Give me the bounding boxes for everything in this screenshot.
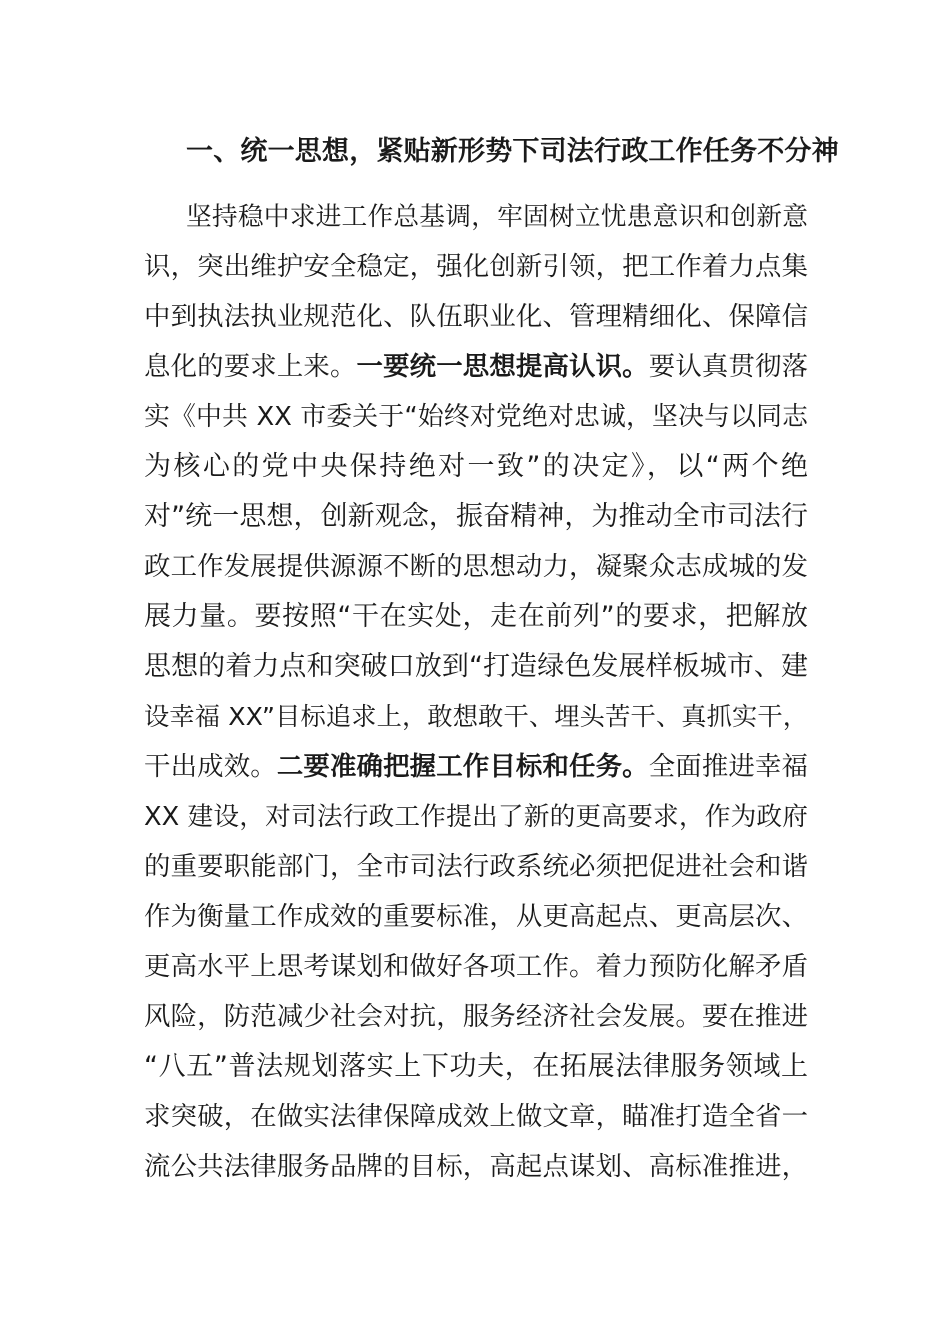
paragraph-line: [144, 692, 808, 742]
paragraph-line: [144, 742, 808, 792]
paragraph-line: [144, 442, 808, 492]
text-run: 干出成效。: [144, 751, 277, 782]
text-run: 政工作发展提供源源不断的思想动力，凝聚众志成城的发: [144, 551, 808, 582]
paragraph-line: [144, 1092, 808, 1142]
paragraph-line: [144, 1142, 808, 1192]
text-run: 更高水平上思考谋划和做好各项工作。着力预防化解矛盾: [144, 951, 808, 982]
text-run: 要认真贯彻落: [648, 351, 808, 382]
paragraph-line: [144, 1042, 808, 1092]
paragraph-line: [144, 942, 808, 992]
text-run: 全面推进幸福: [648, 751, 808, 782]
section-heading: 一、统一思想，紧贴新形势下司法行政工作任务不分神: [186, 136, 839, 167]
paragraph-line: [144, 642, 808, 692]
text-run: 流公共法律服务品牌的目标，高起点谋划、高标准推进，: [144, 1151, 808, 1182]
paragraph-line: [144, 592, 808, 642]
paragraph-line: [144, 342, 808, 392]
text-run: XX 建设，对司法行政工作提出了新的更高要求，作为政府: [144, 802, 808, 832]
text-run: 实《中共 XX 市委关于“始终对党绝对忠诚，坚决与以同志: [144, 402, 808, 432]
bold-key-point: 二要准确把握工作目标和任务。: [276, 751, 649, 782]
paragraph-line: [144, 192, 808, 242]
paragraph-line: [144, 242, 808, 292]
text-run: 对”统一思想，创新观念，振奋精神，为推动全市司法行: [144, 501, 808, 532]
paragraph-line: [144, 992, 808, 1042]
text-run: 的重要职能部门，全市司法行政系统必须把促进社会和谐: [144, 851, 808, 882]
text-run: 坚持稳中求进工作总基调，牢固树立忧患意识和创新意: [186, 202, 808, 232]
paragraph-line: [144, 392, 808, 442]
text-run: 思想的着力点和突破口放到“打造绿色发展样板城市、建: [144, 651, 808, 682]
paragraph-line: [144, 792, 808, 842]
paragraph-line: [144, 542, 808, 592]
text-run: 息化的要求上来。: [144, 351, 357, 382]
text-run: 设幸福 XX”目标追求上，敢想敢干、埋头苦干、真抓实干，: [144, 702, 808, 731]
paragraph-line: [144, 492, 808, 542]
text-run: 作为衡量工作成效的重要标准，从更高起点、更高层次、: [144, 901, 808, 932]
paragraph-line: [144, 892, 808, 942]
body-paragraph: [144, 192, 808, 1192]
text-run: 识，突出维护安全稳定，强化创新引领，把工作着力点集: [144, 251, 808, 282]
text-run: 中到执法执业规范化、队伍职业化、管理精细化、保障信: [144, 301, 808, 332]
paragraph-line: [144, 292, 808, 342]
bold-key-point: 一要统一思想提高认识。: [356, 351, 649, 382]
text-run: 求突破，在做实法律保障成效上做文章，瞄准打造全省一: [144, 1101, 808, 1132]
text-run: 风险，防范减少社会对抗，服务经济社会发展。要在推进: [144, 1001, 808, 1032]
text-run: “八五”普法规划落实上下功夫，在拓展法律服务领域上: [144, 1051, 808, 1082]
text-run: 为核心的党中央保持绝对一致”的决定》，以“两个绝: [144, 451, 808, 482]
text-run: 展力量。要按照“干在实处，走在前列”的要求，把解放: [144, 601, 808, 632]
paragraph-line: [144, 842, 808, 892]
